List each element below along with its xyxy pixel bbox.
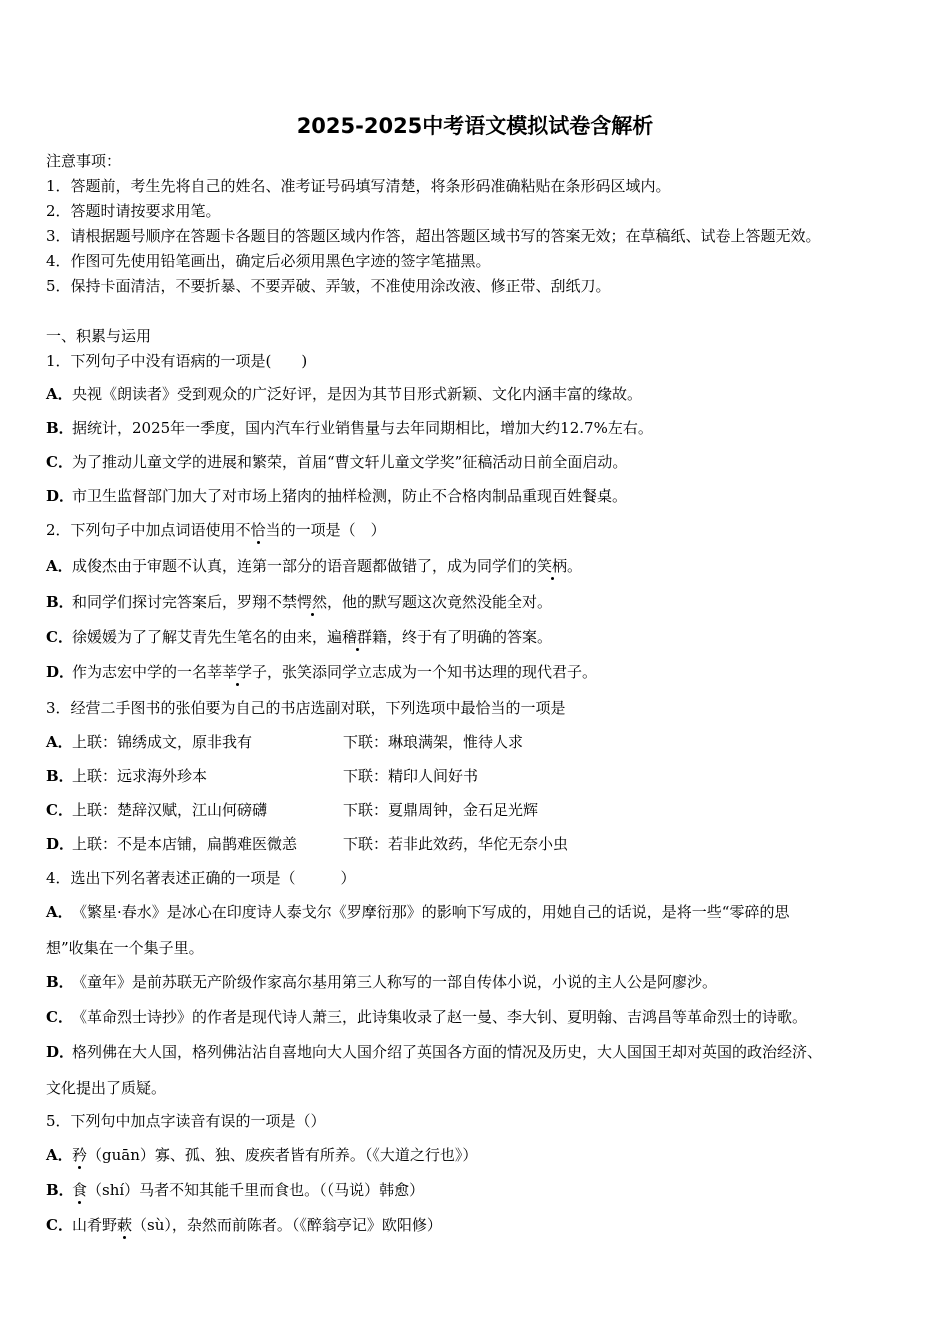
question-1-option-c bbox=[46, 452, 627, 472]
notice-item: 4．作图可先使用铅笔画出，确定后必须用黑色字迹的签字笔描黑。 bbox=[46, 252, 491, 270]
dotted-text: 矜 bbox=[72, 1146, 88, 1164]
option-text: 《繁星·春水》是冰心在印度诗人泰戈尔《罗摩衍那》的影响下写成的，用她自己的话说，是将一些“零碎的思 bbox=[72, 903, 790, 921]
question-5-option-b bbox=[46, 1180, 424, 1200]
question-5-option-c bbox=[46, 1215, 442, 1235]
question-1-option-b bbox=[46, 418, 653, 438]
option-label: A． bbox=[46, 1146, 73, 1164]
notice-heading: 注意事项： bbox=[46, 152, 122, 170]
question-5-option-a bbox=[46, 1145, 477, 1165]
question-4-stem: 4．选出下列名著表述正确的一项是（ ） bbox=[46, 869, 356, 887]
question-4-option-c bbox=[46, 1007, 807, 1027]
notice-item: 1．答题前，考生先将自己的姓名、准考证号码填写清楚，将条形码准确粘贴在条形码区域内。 bbox=[46, 177, 671, 195]
option-label: C． bbox=[46, 801, 73, 819]
question-4-option-d bbox=[46, 1042, 822, 1062]
question-4-option-d-continued: 文化提出了质疑。 bbox=[46, 1079, 167, 1097]
option-label: A． bbox=[46, 733, 73, 751]
couplet-left: 上联：楚辞汉赋，江山何磅礴 bbox=[72, 801, 268, 819]
option-text: （sù），杂然而前陈者。（《醉翁亭记》欧阳修） bbox=[132, 1216, 442, 1234]
option-text: 《革命烈士诗抄》的作者是现代诗人萧三，此诗集收录了赵一曼、李大钊、夏明翰、吉鸿昌等革命烈士的诗歌。 bbox=[72, 1008, 808, 1026]
option-label: D． bbox=[46, 487, 75, 505]
question-1-option-a bbox=[46, 384, 642, 404]
notice-item: 3．请根据题号顺序在答题卡各题目的答题区域内作答，超出答题区域书写的答案无效；在草稿纸、试卷上答题无效。 bbox=[46, 227, 821, 245]
dotted-text: 蔌 bbox=[117, 1216, 133, 1234]
question-2-option-c bbox=[46, 627, 552, 647]
dotted-text: 不恰当 bbox=[235, 521, 281, 539]
question-3-option-a bbox=[46, 732, 906, 752]
notice-item: 2．答题时请按要求用笔。 bbox=[46, 202, 221, 220]
dotted-text: 食 bbox=[72, 1181, 88, 1199]
option-label: C． bbox=[46, 1216, 73, 1234]
question-3-option-d bbox=[46, 834, 906, 854]
option-label: B． bbox=[46, 767, 74, 785]
couplet-right: 下联：琳琅满架，惟待人求 bbox=[343, 733, 524, 751]
option-text: 和同学们探讨完答案后，罗翔不禁 bbox=[72, 593, 298, 611]
option-text: ，张笑添同学立志成为一个知书达理的现代君子。 bbox=[267, 663, 598, 681]
page-title: 2025-2025中考语文模拟试卷含解析 bbox=[296, 114, 654, 138]
question-2-option-d bbox=[46, 662, 597, 682]
question-5-stem: 5．下列句中加点字读音有误的一项是（） bbox=[46, 1112, 326, 1130]
stem-text: 的一项是（ ） bbox=[280, 521, 386, 539]
couplet-right: 下联：精印人间好书 bbox=[343, 767, 479, 785]
question-2-stem bbox=[46, 520, 386, 540]
question-3-stem: 3．经营二手图书的张伯要为自己的书店选副对联，下列选项中最恰当的一项是 bbox=[46, 699, 566, 717]
option-text: 《童年》是前苏联无产阶级作家高尔基用第三人称写的一部自传体小说，小说的主人公是阿廖沙。 bbox=[72, 973, 718, 991]
question-1-stem: 1．下列句子中没有语病的一项是( ) bbox=[46, 352, 308, 370]
option-text: 作为志宏中学的一名 bbox=[72, 663, 208, 681]
dotted-text: 愕然 bbox=[297, 593, 328, 611]
option-label: C． bbox=[46, 628, 73, 646]
option-label: B． bbox=[46, 419, 74, 437]
question-2-option-a bbox=[46, 556, 582, 576]
option-text: ，终于有了明确的答案。 bbox=[387, 628, 553, 646]
option-label: A． bbox=[46, 385, 73, 403]
question-1-option-d bbox=[46, 486, 627, 506]
option-label: C． bbox=[46, 453, 73, 471]
question-3-option-b bbox=[46, 766, 906, 786]
couplet-right: 下联：夏鼎周钟，金石足光辉 bbox=[343, 801, 539, 819]
option-label: D． bbox=[46, 663, 75, 681]
option-label: A． bbox=[46, 557, 73, 575]
option-label: C． bbox=[46, 1008, 73, 1026]
question-3-option-c bbox=[46, 800, 906, 820]
option-text: 据统计，2025年一季度，国内汽车行业销售量与去年同期相比，增加大约12.7%左右。 bbox=[72, 419, 653, 437]
dotted-text: 遍稽群籍 bbox=[327, 628, 388, 646]
option-text: （shí）马者不知其能千里而食也。（（马说）韩愈） bbox=[87, 1181, 425, 1199]
dotted-text: 莘莘学子 bbox=[207, 663, 268, 681]
stem-text: 2．下列句子中加点词语使用 bbox=[46, 521, 236, 539]
option-text: 为了推动儿童文学的进展和繁荣，首届“曹文轩儿童文学奖”征稿活动日前全面启动。 bbox=[72, 453, 628, 471]
question-4-option-b bbox=[46, 972, 717, 992]
section-heading: 一、积累与运用 bbox=[46, 327, 152, 345]
option-label: D． bbox=[46, 1043, 75, 1061]
notice-item: 5．保持卡面清洁，不要折暴、不要弄破、弄皱，不准使用涂改液、修正带、刮纸刀。 bbox=[46, 277, 611, 295]
option-text: 徐媛媛为了了解艾青先生笔名的由来， bbox=[72, 628, 328, 646]
option-text: 格列佛在大人国，格列佛沾沾自喜地向大人国介绍了英国各方面的情况及历史，大人国国王却对英国的政治经济、 bbox=[72, 1043, 823, 1061]
couplet-right: 下联：若非此效药，华佗无奈小虫 bbox=[343, 835, 569, 853]
couplet-left: 上联：不是本店铺，扁鹊难医微恙 bbox=[72, 835, 298, 853]
option-label: B． bbox=[46, 593, 74, 611]
dotted-text: 笑柄 bbox=[537, 557, 568, 575]
option-label: B． bbox=[46, 1181, 74, 1199]
option-text: ，他的默写题这次竟然没能全对。 bbox=[327, 593, 553, 611]
question-2-option-b bbox=[46, 592, 552, 612]
option-text: 山肴野 bbox=[72, 1216, 118, 1234]
couplet-left: 上联：锦绣成文，原非我有 bbox=[72, 733, 253, 751]
question-4-option-a-continued: 想”收集在一个集子里。 bbox=[46, 939, 204, 957]
option-label: B． bbox=[46, 973, 74, 991]
option-text: 央视《朗读者》受到观众的广泛好评，是因为其节目形式新颖、文化内涵丰富的缘故。 bbox=[72, 385, 643, 403]
option-text: （guān）寡、孤、独、废疾者皆有所养。（《大道之行也》） bbox=[87, 1146, 478, 1164]
question-4-option-a bbox=[46, 902, 789, 922]
option-text: 成俊杰由于审题不认真，连第一部分的语音题都做错了，成为同学们的 bbox=[72, 557, 538, 575]
option-text: 。 bbox=[567, 557, 583, 575]
couplet-left: 上联：远求海外珍本 bbox=[72, 767, 208, 785]
option-text: 市卫生监督部门加大了对市场上猪肉的抽样检测，防止不合格肉制品重现百姓餐桌。 bbox=[72, 487, 628, 505]
option-label: A． bbox=[46, 903, 73, 921]
option-label: D． bbox=[46, 835, 75, 853]
